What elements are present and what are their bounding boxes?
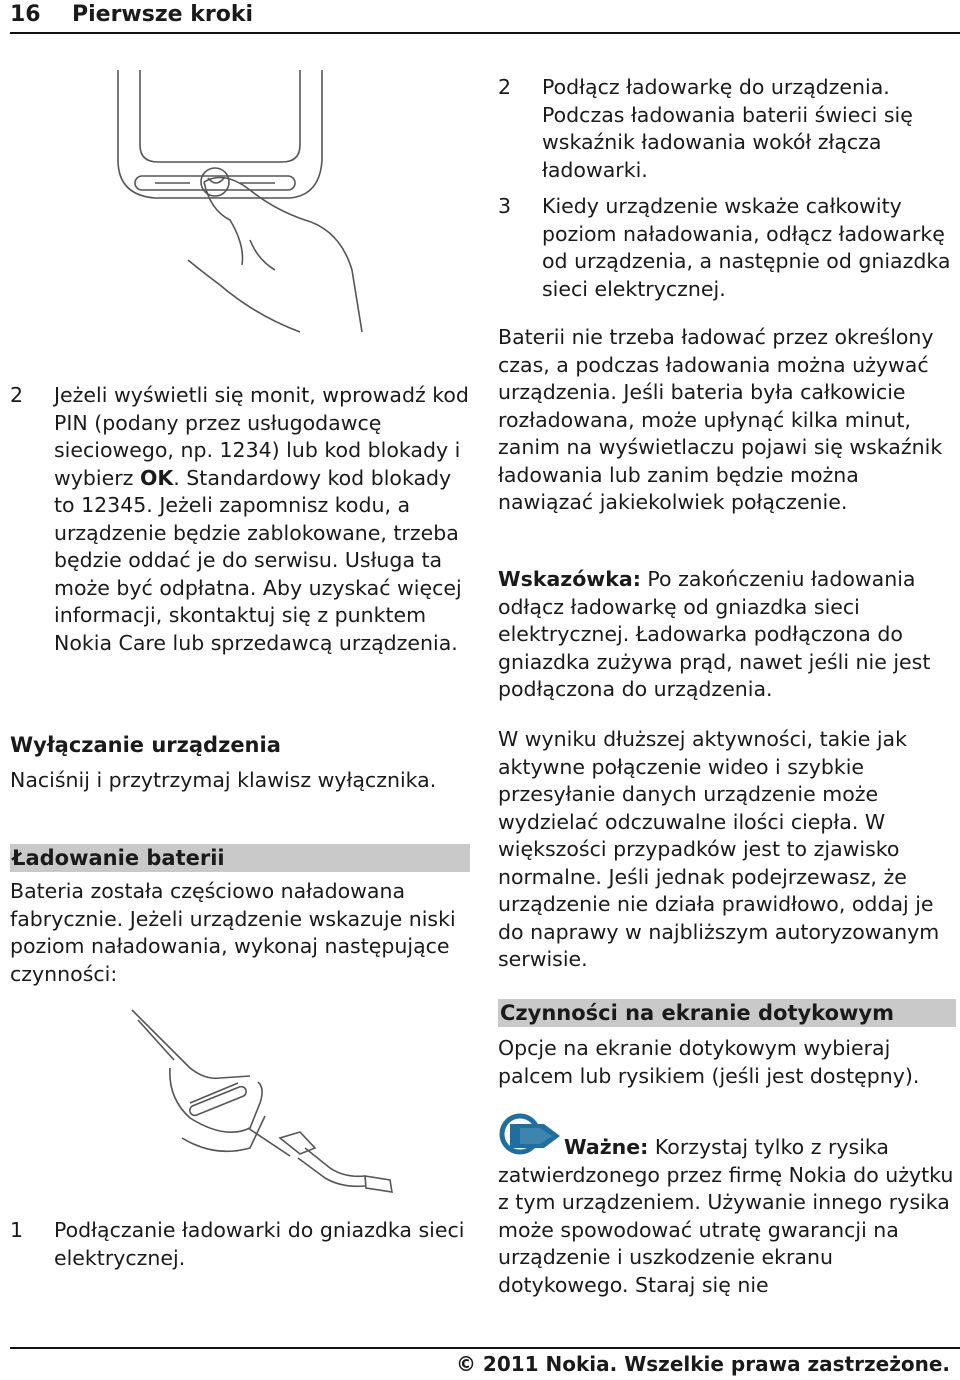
heat-paragraph: W wyniku dłuższej aktywności, takie jak aktywne połączenie wideo i szybkie przesyłanie danych urządzenie może wydzielać odczuwalne ilości ciepła. W większości przypadków jest to zjawisko normalne. Jeśli jednak podejrzewasz, że urządzenie nie działa prawidłowo, oddaj je do naprawy w najbliższym autoryzowanym serwisie. <box>498 727 940 971</box>
copyright: © 2011 Nokia. Wszelkie prawa zastrzeżone. <box>455 1352 950 1376</box>
right-steps <box>498 74 956 303</box>
tip-label: Wskazówka: <box>498 567 641 591</box>
step-text <box>54 382 470 657</box>
power-key-illustration <box>100 70 380 340</box>
step-text: Podłącz ładowarkę do urządzenia. Podczas ładowania baterii świeci się wskaźnik ładowania wokół złącza ładowarki. <box>542 75 913 182</box>
footer-rule <box>10 1347 960 1349</box>
page-header <box>10 0 950 34</box>
left-step-1 <box>10 1217 470 1272</box>
tip-text: Po zakończeniu ładowania odłącz ładowarkę od gniazdka sieci elektrycznej. Ładowarka podłączona do gniazdka zużywa prąd, nawet jeśli nie jest podłączona do urządzenia. <box>498 567 931 701</box>
important-note <box>498 1134 956 1299</box>
charger-illustration <box>130 1008 420 1198</box>
step-text: Podłączanie ładowarki do gniazdka sieci elektrycznej. <box>54 1218 465 1270</box>
switch-off-section <box>10 732 470 794</box>
step-number: 3 <box>498 194 512 218</box>
step-text-part: Jeżeli wyświetli się monit, wprowadź kod PIN (podany przez usługodawcę sieciowego, np. 1234) lub kod blokady i wybierz <box>54 383 469 490</box>
left-step-2 <box>10 382 470 657</box>
step-text: Kiedy urządzenie wskaże całkowity poziom naładowania, odłącz ładowarkę od urządzenia, a następnie od gniazdka sieci elektrycznej. <box>542 194 951 301</box>
section-heading-bar: Czynności na ekranie dotykowym <box>498 999 956 1027</box>
step-text-part: . Standardowy kod blokady to 12345. Jeżeli zapomnisz kodu, a urządzenie będzie zablokowane, trzeba będzie oddać je do serwisu. Usługa ta może być odpłatna. Aby uzyskać więcej informacji, skontaktuj się z punktem Nokia Care lub sprzedawcą urządzenia. <box>54 465 462 655</box>
chapter-title: Pierwsze kroki <box>72 2 254 27</box>
header-rule <box>10 32 960 34</box>
right-step-2 <box>498 74 956 184</box>
ok-softkey-label: OK <box>139 465 174 490</box>
section-text: Bateria została częściowo naładowana fabrycznie. Jeżeli urządzenie wskazuje niski poziom naładowania, wykonaj następujące czynności: <box>10 879 456 986</box>
section-text: Naciśnij i przytrzymaj klawisz wyłącznika. <box>10 767 437 792</box>
tip-paragraph <box>498 566 956 704</box>
section-heading: Wyłączanie urządzenia <box>10 733 281 757</box>
charging-section <box>10 844 470 988</box>
touch-section <box>498 999 956 1090</box>
step-number: 1 <box>10 1218 24 1242</box>
step-number: 2 <box>10 383 24 407</box>
charging-paragraph: Baterii nie trzeba ładować przez określony czas, a podczas ładowania można używać urządzenia. Jeśli bateria była całkowicie rozładowana, może upłynąć kilka minut, zanim na wyświetlaczu pojawi się wskaźnik ładowania lub zanim będzie można nawiązać jakiekolwiek połączenie. <box>498 325 943 514</box>
right-step-3 <box>498 193 956 303</box>
section-heading-bar: Ładowanie baterii <box>10 844 470 872</box>
section-text: Opcje na ekranie dotykowym wybieraj palcem lub rysikiem (jeśli jest dostępny). <box>498 1036 920 1088</box>
page-number: 16 <box>10 2 41 27</box>
step-number: 2 <box>498 75 512 99</box>
important-text: Korzystaj tylko z rysika zatwierdzonego przez firmę Nokia do użytku z tym urządzeniem. Używanie innego rysika może spowodować utratę gwarancji na urządzenie i uszkodzenie ekranu dotykowego. Staraj się nie <box>498 1135 954 1297</box>
important-label: Ważne: <box>564 1135 649 1159</box>
